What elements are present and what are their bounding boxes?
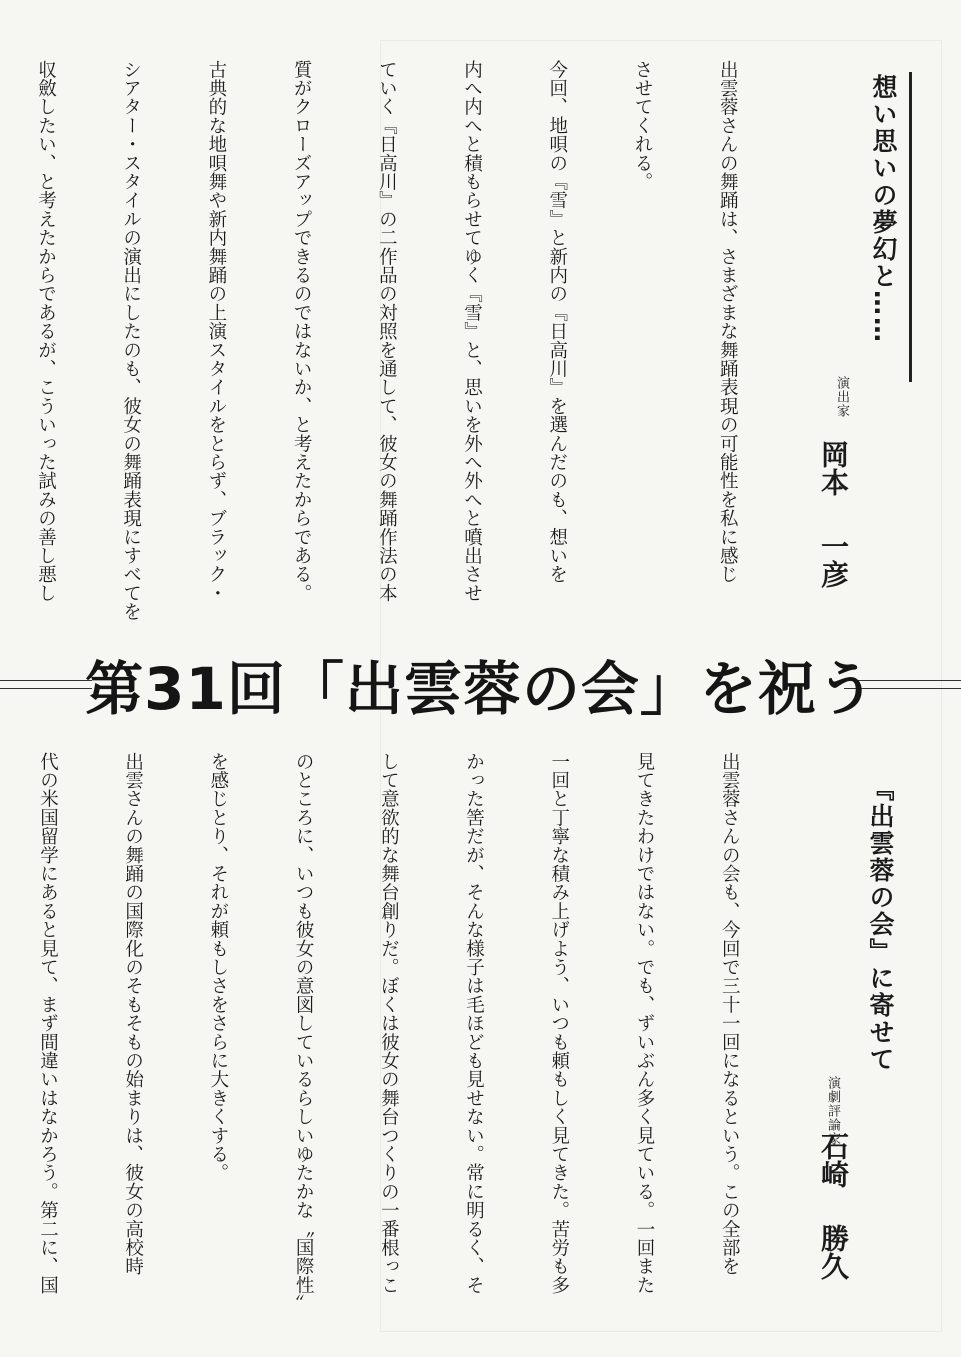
- text-line: を感じとり、それが頼もしさをさらに大きくする。: [207, 752, 229, 1183]
- author-name: [813, 440, 853, 588]
- text-line: 見てきたわけではない。でも、ずいぶん多く見ている。一回また: [633, 752, 655, 1295]
- author-role: 演劇評論家: [825, 1076, 840, 1146]
- author-family-name: 岡本: [817, 440, 850, 496]
- text-line: して意欲的な舞台創りだ。ぼくは彼女の舞台つくりの一番根っこ: [378, 752, 400, 1295]
- author-given-name: 勝久: [817, 1224, 850, 1280]
- text-line: かった筈だが、そんな様子は毛ほども見せない。常に明るく、そ: [463, 752, 485, 1295]
- title-rule: [909, 72, 912, 382]
- text-line: 一回と丁寧な積み上げよう、いつも頼もしく見てきた。苦労も多: [548, 752, 570, 1295]
- article-title: 想い思いの夢幻と……: [869, 74, 898, 344]
- banner-title: 第31回「出雲蓉の会」を祝う: [85, 655, 876, 723]
- article-body: [37, 752, 800, 1332]
- article-body: [35, 60, 798, 630]
- author-family-name: 石崎: [817, 1132, 850, 1188]
- text-line: 出雲蓉さんの会も、今回で三十一回になるという。この全部を: [719, 752, 741, 1276]
- text-line: 今回、地唄の『雪』と新内の『日高川』を選んだのも、想いを: [546, 60, 568, 584]
- text-line: 代の米国留学にあると見て、まず間違いはなかろう。第二に、国: [37, 752, 59, 1295]
- text-line: 出雲さんの舞踊の国際化のそもそもの始まりは、彼女の高校時: [122, 752, 144, 1276]
- text-line: ていく『日高川』の二作品の対照を通して、彼女の舞踊作法の本: [376, 60, 398, 603]
- text-line: シアター・スタイルの演出にしたのも、彼女の舞踊表現にすべてを: [120, 60, 142, 621]
- text-line: のところに、いつも彼女の意図しているらしいゆたかな〝国際性〟: [293, 752, 315, 1313]
- author-given-name: 一彦: [817, 532, 850, 588]
- text-line: 収斂したい、と考えたからであるが、こういった試みの善し悪し: [35, 60, 57, 603]
- event-banner: [0, 636, 961, 734]
- text-line: させてくれる。: [631, 60, 653, 191]
- text-line: 内へ内へと積もらせてゆく『雪』と、思いを外へ外へと噴出させ: [461, 60, 483, 603]
- text-line: 質がクローズアップできるのではないか、と考えたからである。: [291, 60, 313, 603]
- article-title: 『出雲蓉の会』に寄せて: [866, 776, 895, 1073]
- text-line: 出雲蓉さんの舞踊は、さまざまな舞踊表現の可能性を私に感じ: [717, 60, 739, 584]
- author-role: 演出家: [834, 376, 849, 418]
- author-name: [813, 1132, 853, 1280]
- text-line: 古典的な地唄舞や新内舞踊の上演スタイルをとらず、ブラック・: [205, 60, 227, 603]
